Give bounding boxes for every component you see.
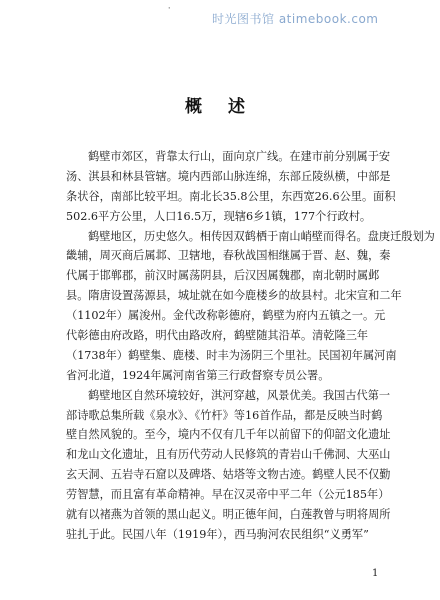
text-line: 就有以褚燕为首领的黑山起义。明正德年间，白莲教曾与明将周所 (66, 508, 391, 522)
text-line: 壁自然风貌的。至今，境内不仅有几千年以前留下的仰韶文化遗址 (66, 428, 391, 442)
page-number: 1 (372, 568, 379, 579)
text-line: 鹤壁地区，历史悠久。相传因双鹤栖于南山峭壁而得名。盘庚迁殷划为 (88, 229, 435, 243)
body-text (66, 147, 435, 545)
text-line: 县。隋唐设置荡源县，城址就在如今鹿楼乡的故县村。北宋宣和二年 (66, 289, 402, 303)
page-title: 概 述 (185, 97, 255, 117)
text-line: （1738年）鹤壁集、鹿楼、时丰为汤阴三个里社。民国初年属河南 (66, 348, 397, 362)
text-line: 鹤壁地区自然环境较好，淇河穿越，风景优美。我国古代第一 (88, 388, 391, 402)
text-line: 驻扎于此。民国八年（1919年），西马驹河农民组织“义勇军” (66, 527, 369, 541)
text-line: 代属于邯郸郡，前汉时属荡阴县，后汉因属魏郡，南北朝时属邺 (66, 269, 380, 283)
text-line: 畿辅，周灭商后属邶、卫辖地，春秋战国相继属于晋、赵、魏，秦 (66, 249, 391, 263)
text-line: 玄天洞、五岩寺石窟以及碑塔、姑塔等文物古迹。鹤壁人民不仅勤 (66, 468, 391, 482)
text-line: （1102年）属浚州。金代改称彰德府，鹤壁为府内五镇之一。元 (66, 309, 386, 323)
text-line: 和龙山文化遗址，且有历代劳动人民修筑的青岩山千佛洞、大巫山 (66, 448, 391, 462)
scan-mark: · (167, 3, 172, 15)
watermark-text: 时光图书馆 atimebook.com (212, 12, 379, 26)
text-line: 劳智慧，而且富有革命精神。早在汉灵帝中平二年（公元185年） (66, 488, 390, 502)
text-line: 省河北道，1924年属河南省第三行政督察专员公署。 (66, 368, 330, 382)
text-line: 鹤壁市郊区，背靠太行山，面向京广线。在建市前分别属于安 (88, 150, 391, 163)
text-line: 代彰德由府改路，明代由路改府，鹤壁随其沿革。清乾隆三年 (66, 329, 369, 343)
text-line: 汤、淇县和林县管辖。境内西部山脉连绵，东部丘陵纵横，中部是 (66, 169, 391, 183)
text-line: 部诗歌总集所载《泉水》、《竹杆》等16首作品，都是反映当时鹤 (66, 408, 383, 422)
text-line: 502.6平方公里，人口16.5万，现辖6乡1镇，177个行政村。 (66, 209, 372, 223)
text-line: 条状谷，南部比较平坦。南北长35.8公里，东西宽26.6公里。面积 (66, 189, 396, 203)
